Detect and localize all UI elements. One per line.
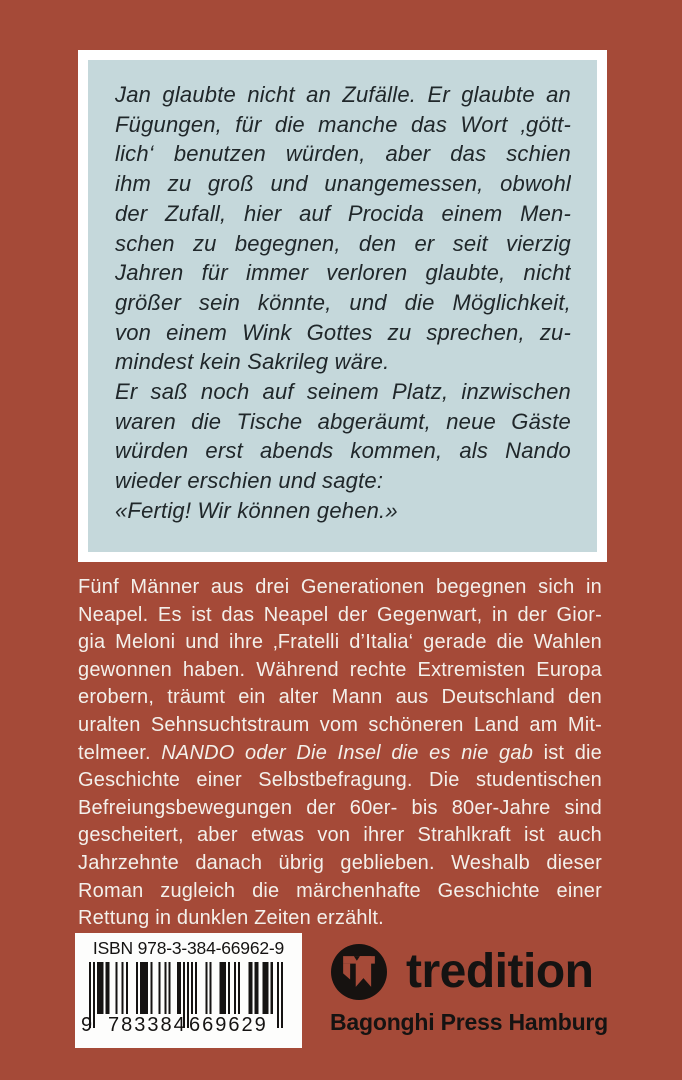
synopsis-line: gewonnen haben. Während rechte Extremisten Europa xyxy=(78,658,602,681)
synopsis-line: Fünf Männer aus drei Generationen begegnen sich in xyxy=(78,576,602,598)
publisher-name: tredition xyxy=(406,945,594,998)
quote-line: ihm zu groß und unangemessen, obwohl xyxy=(115,171,571,197)
quote-line: von einem Wink Gottes zu sprechen, zu- xyxy=(115,319,571,345)
quote-line: Jahren für immer verloren glaubte, nicht xyxy=(115,260,571,286)
quote-line: waren die Tische abgeräumt, neue Gäste xyxy=(115,408,571,434)
synopsis-text xyxy=(78,574,602,933)
tredition-logo-icon xyxy=(331,944,387,1000)
quote-line: der Zufall, hier auf Procida einem Men- xyxy=(115,200,571,226)
synopsis-line: uralten Sehnsuchtstraum vom schöneren Land am Mit- xyxy=(78,713,602,736)
isbn-label: ISBN 978-3-384-66962-9 xyxy=(92,938,285,958)
barcode-digit-group: 669629 xyxy=(189,1014,268,1036)
imprint-name: Bagonghi Press Hamburg xyxy=(330,1009,609,1035)
isbn-barcode-panel xyxy=(75,933,302,1048)
synopsis-line: Jahrzehnte danach übrig geblieben. Weshalb dieser xyxy=(78,851,602,874)
synopsis-line: Befreiungsbewegungen der 60er- bis 80er-Jahre sind xyxy=(78,796,602,819)
quote-line: Er saß noch auf seinem Platz, inzwischen xyxy=(115,379,571,405)
quote-line: mindest kein Sakrileg wäre. xyxy=(115,349,390,375)
quote-line: Jan glaubte nicht an Zufälle. Er glaubte an xyxy=(115,82,571,107)
synopsis-line: Neapel. Es ist das Neapel der Gegenwart, in der Gior- xyxy=(78,603,602,626)
quote-line: «Fertig! Wir können gehen.» xyxy=(115,497,398,523)
synopsis-line: gia Meloni und ihre ‚Fratelli d’Italia‘ gerade die Wahlen xyxy=(78,631,602,654)
quote-line: lich‘ benutzen würden, aber das schien xyxy=(115,141,571,167)
barcode-digit-group: 9 xyxy=(81,1014,93,1036)
synopsis-line: Geschichte einer Selbstbefragung. Die studentischen xyxy=(78,769,602,792)
quote-box xyxy=(88,60,597,552)
quote-line: würden erst abends kommen, als Nando xyxy=(115,438,571,464)
barcode-digit-group: 783384 xyxy=(108,1014,187,1036)
quote-line: Fügungen, für die manche das Wort ‚gött- xyxy=(115,111,571,137)
synopsis-line: Rettung in dunklen Zeiten erzählt. xyxy=(78,907,384,930)
quote-line: schen zu begegnen, den er seit vierzig xyxy=(115,230,571,256)
synopsis-line: erobern, träumt ein alter Mann aus Deutschland den xyxy=(78,686,602,709)
quote-line: größer sein könnte, und die Möglichkeit, xyxy=(115,289,571,315)
synopsis-line: gescheitert, aber etwas von ihrer Strahlkraft ist auch xyxy=(78,824,602,847)
quote-line: wieder erschien und sagte: xyxy=(115,468,384,494)
synopsis-line: telmeer. NANDO oder Die Insel die es nie gab ist die xyxy=(78,741,602,764)
quote-box-frame xyxy=(78,50,607,562)
synopsis-line: Roman zugleich die märchenhafte Geschichte einer xyxy=(78,879,602,902)
